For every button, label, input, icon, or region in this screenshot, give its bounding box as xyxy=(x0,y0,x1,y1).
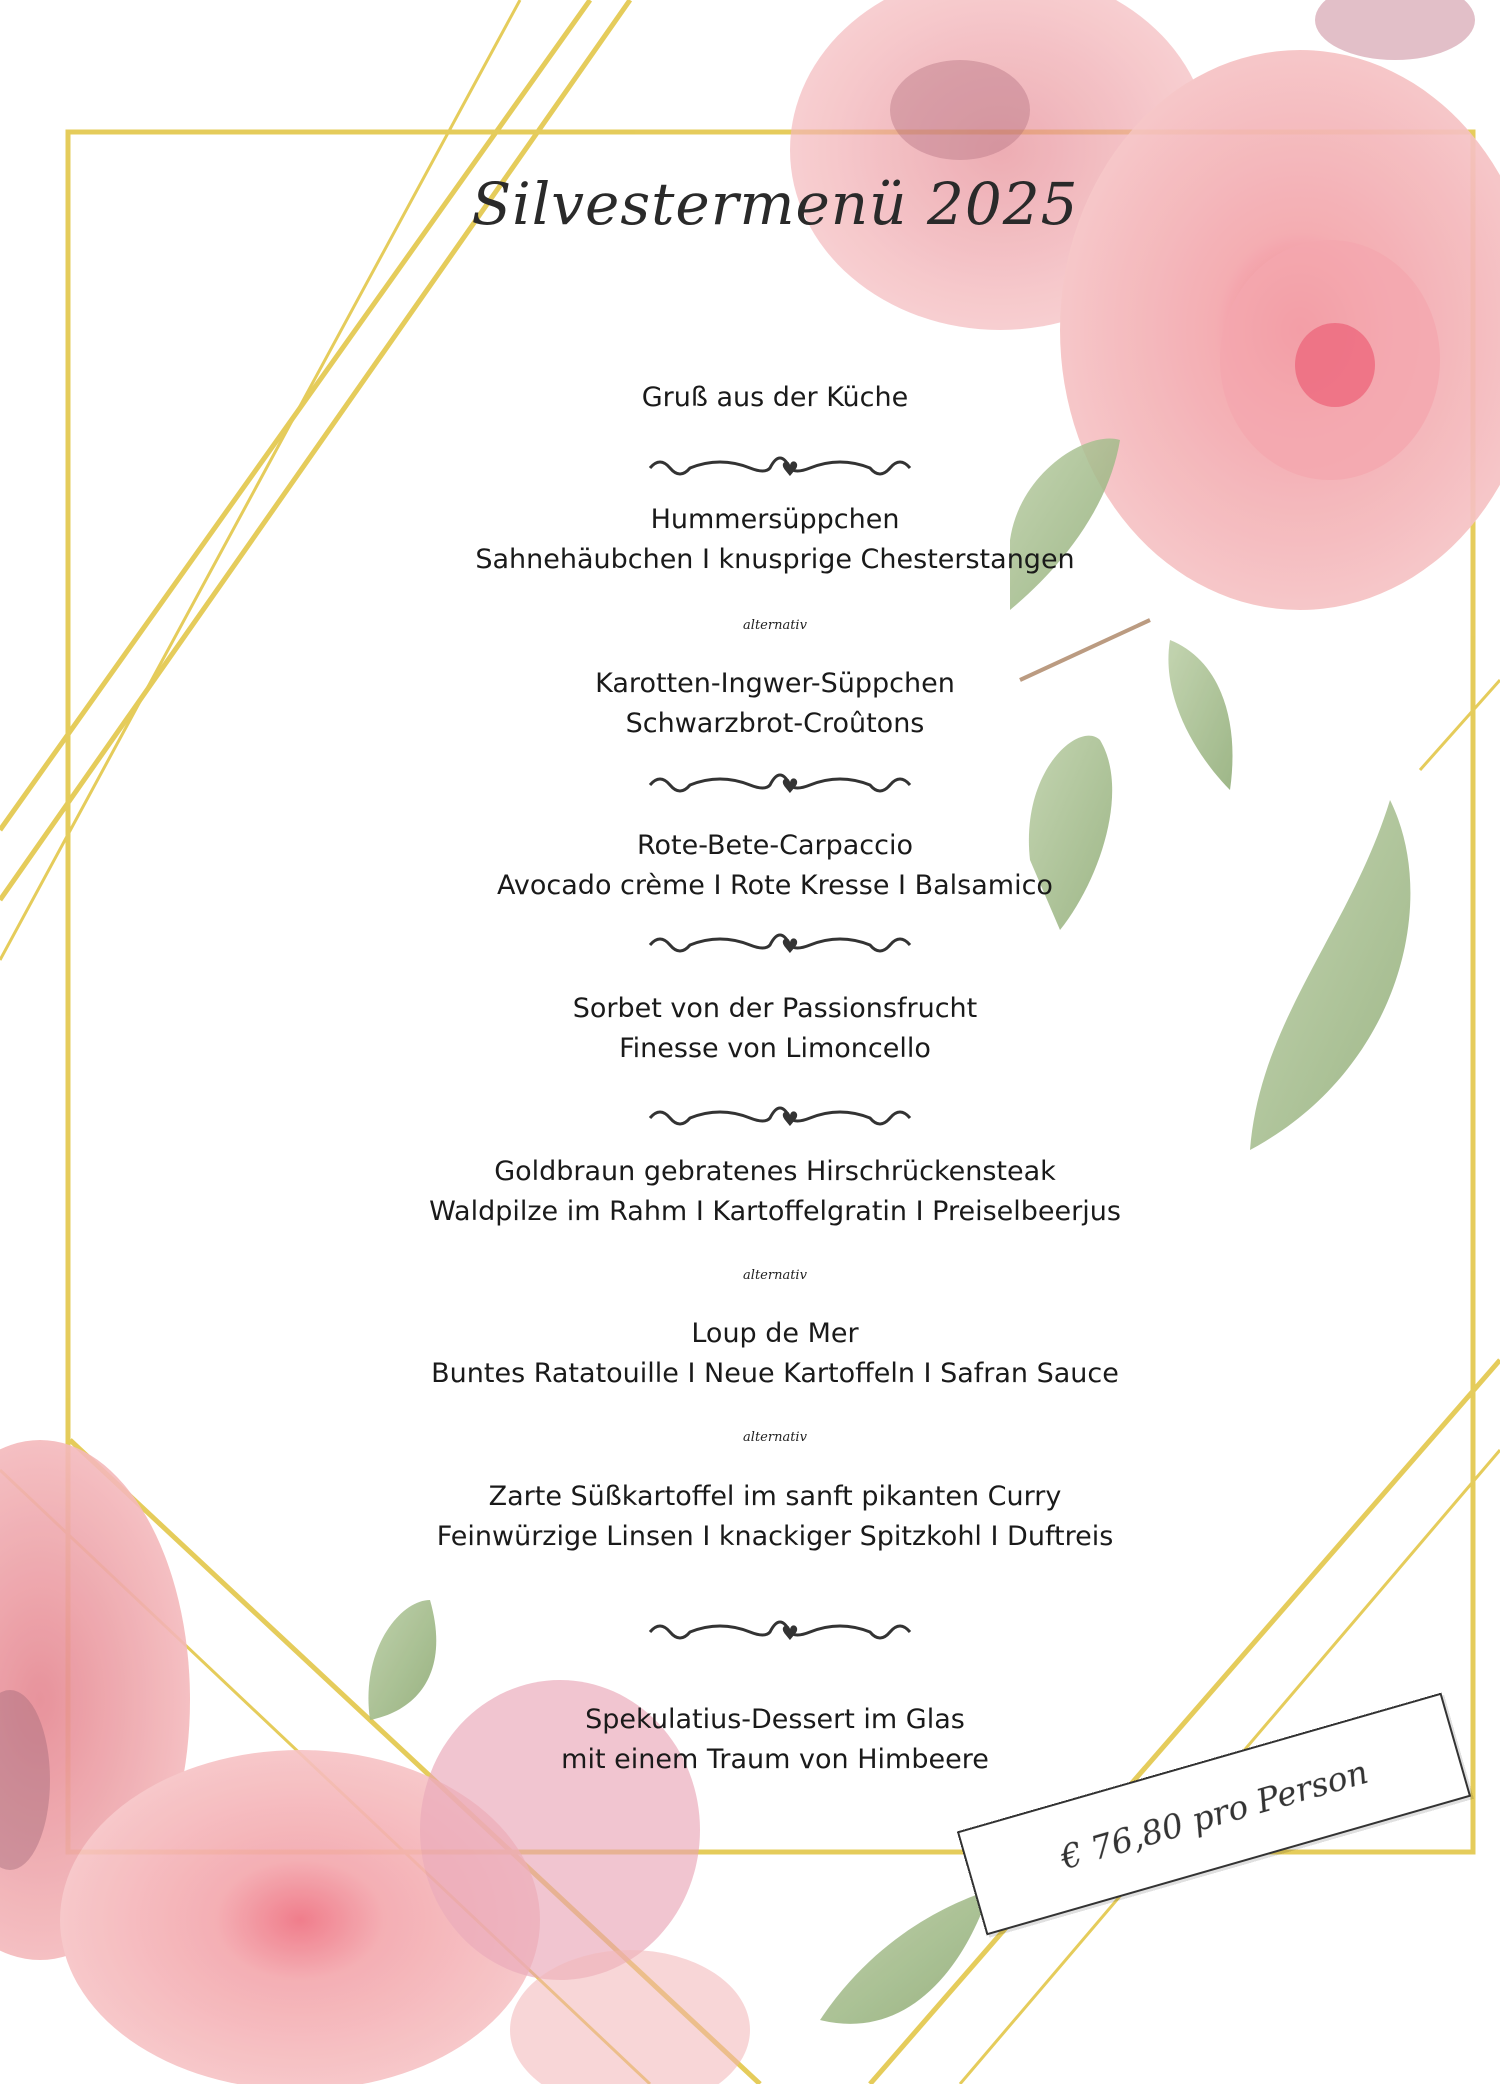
ornament-divider xyxy=(645,1098,935,1138)
course-detail: Waldpilze im Rahm I Kartoffelgratin I Preiselbeerjus xyxy=(429,1196,1121,1227)
ornament-divider xyxy=(645,765,935,805)
price-label: € 76,80 pro Person xyxy=(1055,1751,1373,1877)
course-detail: Buntes Ratatouille I Neue Kartoffeln I Safran Sauce xyxy=(431,1358,1119,1389)
course-detail: Schwarzbrot-Croûtons xyxy=(625,708,925,739)
alternative-label: alternativ xyxy=(743,1268,807,1283)
course-detail: mit einem Traum von Himbeere xyxy=(561,1744,989,1775)
alternative-label: alternativ xyxy=(743,618,807,633)
svg-text:♥: ♥ xyxy=(781,774,799,798)
ornament-divider xyxy=(645,448,935,488)
course-name: Hummersüppchen xyxy=(650,504,900,535)
course-detail: Feinwürzige Linsen I knackiger Spitzkohl I Duftreis xyxy=(436,1521,1114,1552)
course-name: Rote-Bete-Carpaccio xyxy=(636,830,913,861)
svg-text:♥: ♥ xyxy=(781,934,799,958)
greeting-line: Gruß aus der Küche xyxy=(641,382,909,413)
course-detail: Sahnehäubchen I knusprige Chesterstangen xyxy=(475,544,1075,575)
svg-text:♥: ♥ xyxy=(781,457,799,481)
course-name: Sorbet von der Passionsfrucht xyxy=(572,993,978,1024)
course-name: Zarte Süßkartoffel im sanft pikanten Curry xyxy=(488,1481,1062,1512)
svg-text:♥: ♥ xyxy=(781,1107,799,1131)
course-detail: Finesse von Limoncello xyxy=(619,1033,931,1064)
course-name: Goldbraun gebratenes Hirschrückensteak xyxy=(494,1156,1056,1187)
course-name: Spekulatius-Dessert im Glas xyxy=(585,1704,965,1735)
svg-text:♥: ♥ xyxy=(781,1621,799,1645)
course-detail: Avocado crème I Rote Kresse I Balsamico xyxy=(497,870,1053,901)
ornament-divider xyxy=(645,925,935,965)
alternative-label: alternativ xyxy=(743,1430,807,1445)
course-name: Karotten-Ingwer-Süppchen xyxy=(595,668,955,699)
course-name: Loup de Mer xyxy=(691,1318,859,1349)
ornament-divider xyxy=(645,1612,935,1652)
menu-title: Silvestermenü 2025 xyxy=(471,170,1079,238)
